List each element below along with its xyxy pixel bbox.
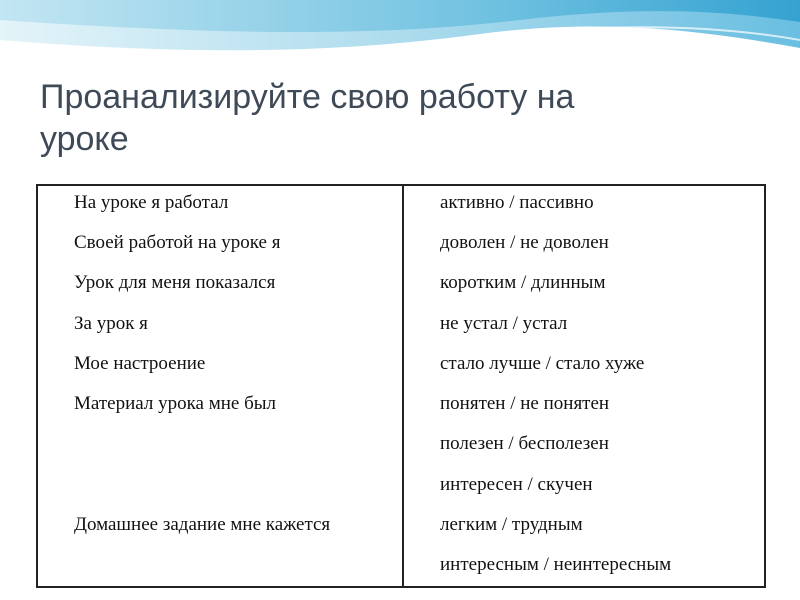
- right-cell-8: интересен / скучен: [440, 474, 593, 495]
- self-assessment-table: [36, 184, 766, 588]
- left-cell-1: На уроке я работал: [74, 192, 229, 213]
- left-cell-4: За урок я: [74, 313, 148, 334]
- right-cell-4: не устал / устал: [440, 313, 568, 334]
- left-cell-2: Своей работой на уроке я: [74, 232, 281, 253]
- header-wave-decoration: [0, 0, 800, 70]
- slide-title-line1: Проанализируйте свою работу на: [40, 78, 575, 116]
- right-cell-2: доволен / не доволен: [440, 232, 609, 253]
- right-cell-5: стало лучше / стало хуже: [440, 353, 645, 374]
- slide-title-line2: уроке: [40, 120, 129, 158]
- right-cell-9: легким / трудным: [440, 514, 583, 535]
- left-cell-3: Урок для меня показался: [74, 272, 276, 293]
- slide-title: [40, 76, 760, 160]
- right-cell-3: коротким / длинным: [440, 272, 606, 293]
- column-divider: [402, 186, 404, 586]
- left-cell-5: Мое настроение: [74, 353, 206, 374]
- right-cell-1: активно / пассивно: [440, 192, 594, 213]
- left-cell-6: Материал урока мне был: [74, 393, 276, 414]
- left-cell-9: Домашнее задание мне кажется: [74, 514, 331, 535]
- right-cell-6: понятен / не понятен: [440, 393, 610, 414]
- right-cell-7: полезен / бесполезен: [440, 433, 609, 454]
- right-cell-10: интересным / неинтересным: [440, 554, 672, 575]
